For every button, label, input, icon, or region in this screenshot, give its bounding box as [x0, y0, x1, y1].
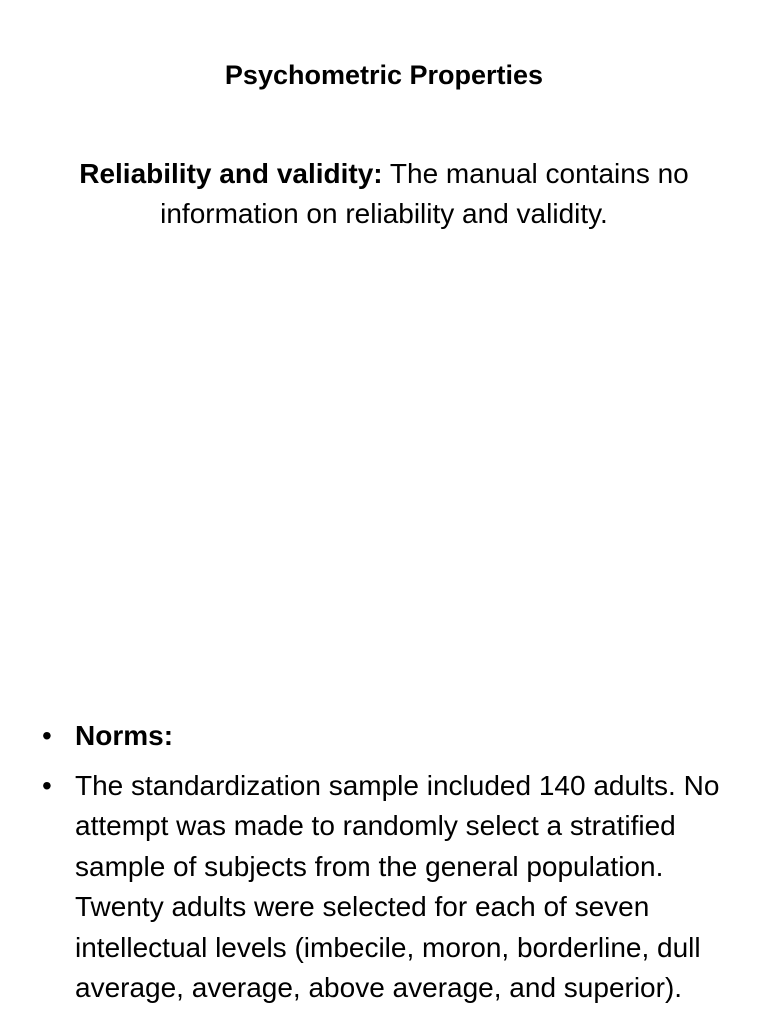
reliability-label: Reliability and validity:	[79, 158, 383, 189]
reliability-text: The manual contains no information on reliability and validity.	[160, 158, 689, 229]
norms-heading: Norms:	[75, 720, 174, 751]
bullet-list	[0, 716, 768, 1018]
standardization-text: The standardization sample included 140 adults. No attempt was made to randomly select a stratified sample of subjects from the general population. Twenty adults were selected for each of seven intellectual levels (imbecile, moron, borderline, dull average, average, above average, and superior).	[75, 769, 720, 1003]
bullet-item-standardization	[0, 766, 768, 1009]
bullet-item-norms	[0, 716, 768, 757]
bullet-dot: •	[42, 720, 52, 751]
slide-title: Psychometric Properties	[224, 60, 544, 90]
reliability-paragraph	[30, 154, 738, 234]
bullet-dot: •	[42, 769, 52, 801]
